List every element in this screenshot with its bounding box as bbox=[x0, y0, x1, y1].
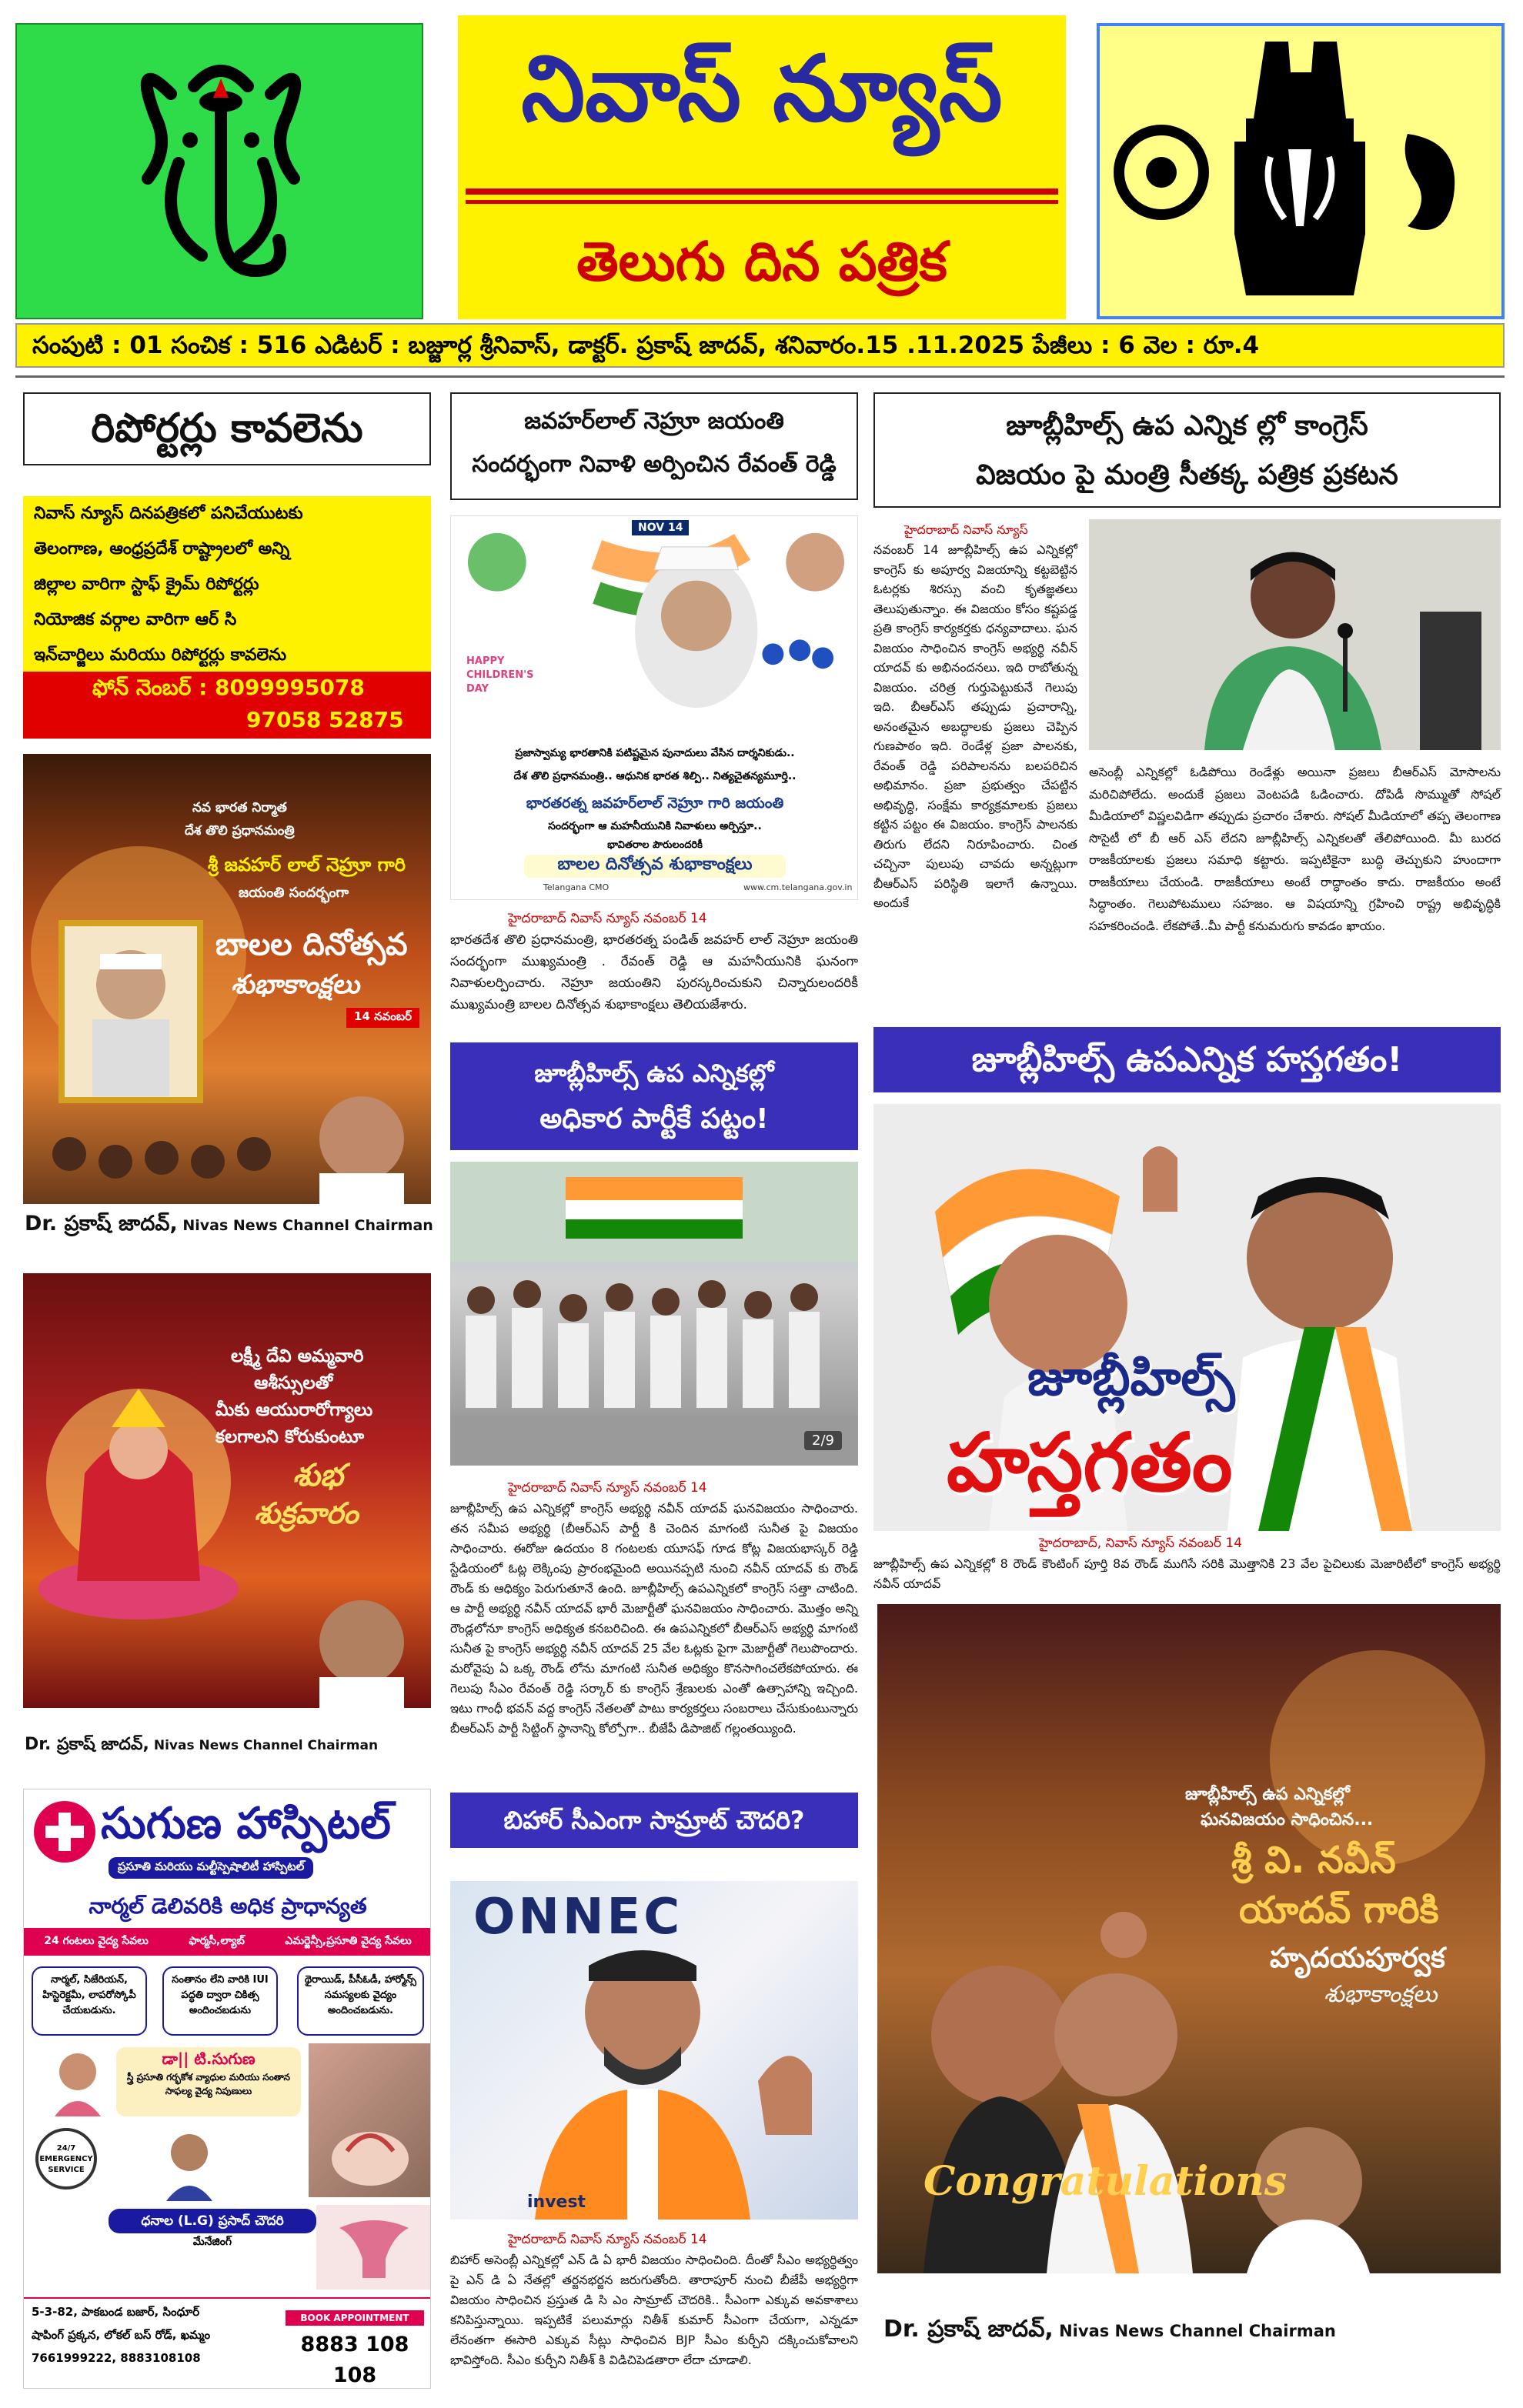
hospital-header bbox=[24, 1789, 431, 1905]
uterus-graphic bbox=[316, 2205, 431, 2290]
hospital-phones: 7661999222, 8883108108 bbox=[32, 2351, 201, 2365]
doctor-photo-icon bbox=[47, 2047, 109, 2116]
reporters-heading: రిపోర్టర్లు కావలెను bbox=[23, 392, 431, 465]
chairman-caption: Dr. ప్రకాష్ జాదవ్, Nivas News Channel Chairman bbox=[25, 1735, 379, 1754]
nehru-greeting-ad bbox=[23, 754, 431, 1204]
reporters-line: నివాస్ న్యూస్ దినపత్రికలో పనిచేయుటకు bbox=[34, 504, 303, 523]
lakshmi-greeting2: శుక్రవారం bbox=[254, 1496, 359, 1530]
reporters-line: తెలంగాణ, ఆంధ్రప్రదేశ్ రాష్ట్రాలలో అన్ని bbox=[34, 539, 290, 559]
surgery-photo-art-icon bbox=[309, 2043, 431, 2197]
congrats-line2: ఘనవిజయం సాధించిన... bbox=[1201, 1810, 1374, 1829]
poster-footer: Telangana CMO bbox=[543, 882, 610, 892]
poster-line: దేశ తొలి ప్రధానమంత్రి.. ఆధునిక భారత శిల్పి.. నిత్యచైతన్యమూర్తి.. bbox=[513, 770, 797, 782]
poster-line: భారతరత్న జవహర్‌లాల్ నెహ్రూ గారి జయంతి bbox=[526, 795, 784, 812]
hospital-address2: షాపింగ్ ప్రక్కన, లోకల్ బస్ రోడ్, ఖమ్మం bbox=[32, 2328, 211, 2342]
uterus-icon bbox=[316, 2205, 431, 2290]
reporters-phone-box bbox=[23, 672, 431, 739]
poster-line: సందర్భంగా ఆ మహనీయునికి నివాళులు అర్పిస్తూ.. bbox=[548, 820, 762, 832]
jubilee-photo-title2: హస్తగతం bbox=[947, 1416, 1233, 1509]
event-banner-text: ONNEC bbox=[473, 1889, 683, 1946]
nehru-ad-date-badge: 14 నవంబర్ bbox=[346, 1008, 419, 1028]
hospital-bubble: థైరాయిడ్, పీసీఓడీ, హార్మోన్స్ సమస్యలకు వైద్యం అందించబడును. bbox=[297, 1966, 424, 2036]
nehru-ad-line2: దేశ తొలి ప్రధానమంత్రి bbox=[185, 823, 295, 839]
masthead bbox=[0, 0, 1523, 362]
jubilee-captured-dateline: హైదరాబాద్, నివాస్ న్యూస్ నవంబర్ 14 bbox=[1039, 1536, 1243, 1551]
jubilee-photo-title1: జూబ్లీహిల్స్ bbox=[1027, 1350, 1235, 1407]
hospital-services-bar bbox=[24, 1928, 431, 1956]
emergency-badge: 24/7 EMERGENCY SERVICE bbox=[35, 2128, 97, 2190]
issue-info-bar bbox=[15, 323, 1505, 368]
jubilee-power-headline: జూబ్లీహిల్స్ ఉప ఎన్నికల్లో అధికార పార్టీకే పట్టం! bbox=[450, 1042, 858, 1150]
lakshmi-line: లక్ష్మీ దేవి అమ్మవారి bbox=[231, 1346, 364, 1366]
congrats-line4: శుభాకాంక్షలు bbox=[1324, 1981, 1438, 2008]
reporters-ad-box bbox=[23, 496, 431, 739]
chairman-caption: Dr. ప్రకాష్ జాదవ్, Nivas News Channel Chairman bbox=[883, 2316, 1336, 2343]
nehru-article-body: భారతదేశ తొలి ప్రధానమంత్రి, భారతరత్న పండిత్ జవహర్ లాల్ నెహ్రూ జయంతి సందర్భంగా ముఖ్యమంత్రి . రేవంత్ రెడ్డి ఆ మహనీయునికి ఘనంగా నివాళులర్పించారు. నెహ్రూ జయంతిని పురస్కరించుకుని చిన్నారులందరికీ ముఖ్యమంత్రి బాలల దినోత్సవ శుభాకాంక్షలు తెలియజేశారు. bbox=[450, 932, 858, 1012]
bihar-body: బిహార్ అసెంబ్లీ ఎన్నికల్లో ఎన్ డి ఏ భారీ విజయం సాధించింది. దీంతో సీఎం అభ్యర్థిత్వం పై ఎన్ డి ఏ నేతల్లో తర్జనభర్జన జరుగుతోంది. తారాపూర్ నుంచి బీజేపీ అభ్యర్థిగా విజయం సాధించిన ప్రస్తుత డి సి ఎం సామ్రాట్ చౌదరికి.. సీఎంగా ఎక్కువ అవకాశాలు కనిపిస్తున్నాయి. ఇప్పటికే పలుమార్లు నితీశ్ కుమార్ సీఎంగా చేయగా, ఎన్నడూ లేనంతగా ఈసారి ఎక్కువ సీట్లు సాధించిన BJP సీఎం కుర్చీని దక్కించుకోవాలని భావిస్తోంది. సీఎం కుర్చీని నితీశ్ కి విడిచిపెడతారా లేదా చూడాలి. bbox=[450, 2253, 858, 2367]
reporters-phone-1: ఫోన్ నెంబర్ : 8099995078 bbox=[92, 675, 365, 700]
newspaper-subtitle: తెలుగు దిన పత్రిక bbox=[576, 230, 947, 293]
reporters-line: ఇన్‌చార్జిలు మరియు రిపోర్టర్లు కావలెను bbox=[34, 645, 287, 665]
hospital-priority: నార్మల్ డెలివరికి అధిక ప్రాధాన్యత bbox=[89, 1893, 367, 1919]
celebration-photo-art-icon bbox=[450, 1162, 858, 1466]
nehru-article-dateline: హైదరాబాద్ నివాస్ న్యూస్ నవంబర్ 14 bbox=[508, 911, 707, 926]
jubilee-captured-body: జూబ్లీహిల్స్ ఉప ఎన్నికల్లో 8 రౌండ్ కౌంటింగ్ పూర్తి 8వ రౌండ్ ముగిసే సరికి మొత్తానికి 23 వేల పైచిలుకు మెజారిటీలో కాంగ్రెస్ అభ్యర్థి నవీన్ యాదవ్ bbox=[873, 1556, 1501, 1591]
hospital-footer bbox=[24, 2297, 431, 2389]
jubilee-power-dateline: హైదరాబాద్ నివాస్ న్యూస్ నవంబర్ 14 bbox=[508, 1480, 707, 1496]
celebration-photo bbox=[450, 1162, 858, 1466]
surgery-photo bbox=[309, 2043, 431, 2197]
bihar-headline: బిహార్ సీఎంగా సామ్రాట్ చౌదరి? bbox=[450, 1793, 858, 1848]
poster-greeting: బాలల దినోత్సవ శుభాకాంక్షలు bbox=[524, 855, 786, 878]
reporters-line: జిల్లాల వారిగా స్టాఫ్ క్రైమ్ రిపోర్టర్లు bbox=[34, 575, 259, 594]
hospital-tagline: ప్రసూతి మరియు మల్టీస్పెషాలిటీ హాస్పిటల్ bbox=[109, 1857, 313, 1879]
lakshmi-greeting: శుభ bbox=[292, 1458, 343, 1493]
congrats-line1: జూబ్లీహిల్స్ ఉప ఎన్నికల్లో bbox=[1185, 1785, 1350, 1804]
hospital-service: ఫార్మసీ,ల్యాబ్ bbox=[189, 1934, 245, 1947]
seethakka-headline: జూబ్లీహిల్స్ ఉప ఎన్నిక ల్లో కాంగ్రెస్ విజయం పై మంత్రి సీతక్క పత్రిక ప్రకటన bbox=[873, 392, 1501, 508]
masthead-divider bbox=[15, 375, 1505, 378]
lakshmi-line: మీకు ఆయురారోగ్యాలు bbox=[215, 1400, 373, 1420]
title-panel bbox=[458, 15, 1066, 319]
seethakka-photo-art-icon bbox=[1089, 519, 1501, 750]
reporters-phone-2: 97058 52875 bbox=[246, 707, 404, 732]
lakshmi-line: కలగాలని కోరుకుంటూ bbox=[215, 1427, 365, 1447]
nehru-ad-line1: నవ భారత నిర్మాత bbox=[192, 800, 287, 815]
manager-title: మేనేజింగ్ bbox=[192, 2236, 232, 2248]
poster-happy-childrens-day: HAPPY CHILDREN'S DAY bbox=[466, 655, 534, 695]
doctor-title: స్త్రీ ప్రసూతి గర్భకోశ వ్యాధుల మరియు సంతాన సాఫల్య వైద్య నిపుణులు bbox=[127, 2072, 290, 2096]
title-rule-bottom bbox=[466, 200, 1058, 204]
hospital-service: 24 గంటలు వైద్య సేవలు bbox=[44, 1934, 149, 1947]
title-rule-top bbox=[466, 188, 1058, 195]
doctor-name: డా|| టి.సుగుణ bbox=[162, 2049, 256, 2068]
doctor-name-box bbox=[116, 2047, 301, 2116]
lakshmi-greeting-ad bbox=[23, 1273, 431, 1708]
nehru-ad-greeting: బాలల దినోత్సవ bbox=[215, 927, 408, 962]
hospital-logo-icon bbox=[30, 1797, 99, 1866]
venkateswara-namam-icon bbox=[1100, 26, 1501, 316]
tirupati-panel bbox=[1097, 23, 1505, 319]
poster-site: www.cm.telangana.gov.in bbox=[743, 882, 853, 892]
hospital-bubble: సంతానం లేని వారికి IUI పద్ధతి ద్వారా చికిత్స అందించబడును bbox=[162, 1966, 278, 2036]
nehru-ad-art-icon bbox=[23, 754, 431, 1204]
nehru-ad-name: శ్రీ జవహర్ లాల్ నెహ్రూ గారి bbox=[208, 854, 406, 875]
hospital-ad bbox=[23, 1789, 431, 2389]
jubilee-captured-headline: జూబ్లీహిల్స్ ఉపఎన్నిక హస్తగతం! bbox=[873, 1027, 1501, 1092]
nehru-ad-greeting2: శుభాకాంక్షలు bbox=[231, 969, 360, 1000]
nehru-ad-jayanti: జయంతి సందర్భంగా bbox=[239, 885, 349, 901]
issue-info-text: సంపుటి : 01 సంచిక : 516 ఎడిటర్ : బజ్జూర్ల శ్రీనివాస్, డాక్టర్. ప్రకాష్ జాదవ్, శనివారం.15 .11.2025 పేజీలు : 6 వెల : రూ.4 bbox=[32, 332, 1260, 359]
event-banner-text2: invest bbox=[527, 2193, 586, 2212]
reporters-line: నియోజిక వర్గాల వారిగా ఆర్ సి bbox=[34, 610, 237, 629]
congrats-line3: హృదయపూర్వక bbox=[1270, 1943, 1445, 1974]
hospital-name: సుగుణ హాస్పిటల్ bbox=[101, 1799, 391, 1849]
nehru-cmo-poster bbox=[450, 515, 858, 900]
poster-line: భావితరాల పౌరులందరికీ bbox=[607, 839, 703, 851]
newspaper-title: నివాస్ న్యూస్ bbox=[521, 35, 1003, 142]
lakshmi-ad-art-icon bbox=[23, 1273, 431, 1708]
lakshmi-line: ఆశీస్సులతో bbox=[254, 1373, 333, 1393]
book-appointment-label: BOOK APPOINTMENT bbox=[286, 2310, 424, 2326]
seethakka-dateline: హైదరాబాద్ నివాస్ న్యూస్ bbox=[904, 522, 1028, 537]
manager-photo-icon bbox=[159, 2128, 220, 2201]
bihar-dateline: హైదరాబాద్ నివాస్ న్యూస్ నవంబర్ 14 bbox=[508, 2232, 707, 2247]
samrat-chaudhary-photo bbox=[450, 1881, 858, 2220]
congrats-name1: శ్రీ వి. నవీన్ bbox=[1231, 1839, 1396, 1882]
nehru-article-headline: జవహర్‌లాల్ నెహ్రూ జయంతి సందర్భంగా నివాళి అర్పించిన రేవంత్ రెడ్డి bbox=[450, 392, 858, 500]
manager-name: ధనాల (L.G) ప్రసాద్ చౌదరి bbox=[109, 2209, 316, 2233]
ganesha-panel bbox=[15, 23, 423, 319]
hospital-service: ఎమర్జెన్సీ,ప్రసూతి వైద్య సేవలు bbox=[285, 1934, 412, 1947]
poster-line: ప్రజాస్వామ్య భారతానికి పటిష్టమైన పునాదులు వేసిన దార్శనికుడు.. bbox=[515, 747, 795, 759]
ganesha-logo-icon bbox=[17, 25, 425, 321]
jubilee-captured-photo bbox=[873, 1104, 1501, 1531]
congrats-script: Congratulations bbox=[923, 2158, 1288, 2205]
seethakka-full-text: అసెంబ్లీ ఎన్నికల్లో ఓడిపోయి రెండేళ్లు అయినా ప్రజలు బీఆర్ఎస్ మోసాలను మరిచిపోలేదు. అందుకే ప్రజలు వెంటపడి ఓడించారు. దోపిడీ సొమ్ముతో సోషల్ మీడియాలో విష్ణలవిడిగా తప్పుడు ప్రచారం చేశారు. సోషల్ మీడియాలో తప్ప తెలంగాణ సొసైటీ లో బీ ఆర్ ఎస్ లేదని జూబ్లీహిల్స్ ఎన్నికలతో తేలిపోయింది. మీ బురద రాజకీయాలకు ప్రజలు సమాధి కట్టారు. ఇప్పటికైనా బుద్ధి తెచ్చుకుని హుందాగా రాజకీయాలు చేయండి. రాజకీయాలు అంటే రాద్ధాంతం కాదు. రాజకీయం అంటే సిద్ధాంతం. గెలుపోటములు సహజం. ఆ విషయాన్ని గ్రహించి రాష్ట్ర అభివృద్ధికి సహకరించండి. లేకపోతే..మీ పార్టీ కనుమరుగు కావడం ఖాయం. bbox=[1089, 765, 1501, 933]
seethakka-column-text: నవంబర్ 14 జూబ్లీహిల్స్ ఉప ఎన్నికల్లో కాంగ్రెస్ కు అపూర్వ విజయాన్ని కట్టబెట్టిన ఓటర్లకు శిరస్సు వంచి కృతజ్ఞతలు తెలుపుతున్నాం. ఈ విజయం కోసం కష్టపడ్డ ప్రతి కాంగ్రెస్ కార్యకర్తకు ధన్యవాదాలు. ఘన విజయం సాధించిన కాంగ్రెస్ అభ్యర్థి నవీన్ యాదవ్ కు అభినందనలు. ఇది రాబోతున్న విజయం. చరిత్ర గుర్తుపెట్టుకునే గెలుపు ఇది. బీఆర్ఎస్ తప్పుడు ప్రచారాన్ని, అనంతమైన అబద్ధాలకు ప్రజలు చెప్పిన గుణపాఠం ఇది. రెండేళ్ల ప్రజా పాలనకు, రేవంత్ రెడ్డి పరిపాలనను బలపరిచిన అభిమానం. ప్రజా ప్రభుత్వం చేపట్టిన అభివృద్ధి, సంక్షేమ కార్యక్రమాలకు ప్రజలు కట్టిన పట్టం ఈ విజయం. కాంగ్రెస్ పాలనకు తిరుగు లేదని నిరూపించారు. చింత చచ్చినా పులుపు చావదు అన్నట్లుగా బీఆర్ఎస్ పరిస్థితి ఇలాగే ఉన్నాయి. అందుకే bbox=[873, 542, 1077, 910]
poster-nov-badge: NOV 14 bbox=[632, 520, 689, 535]
photo-counter: 2/9 bbox=[804, 1431, 842, 1450]
congratulations-ad bbox=[877, 1604, 1501, 2273]
hospital-bubble: నార్మల్, సిజేరియన్, హిస్టెరెక్టమీ, లాపరోస్కోపీ చేయబడును. bbox=[32, 1966, 147, 2036]
book-appointment-number: 8883 108 108 bbox=[300, 2333, 409, 2387]
congrats-name2: యాదవ్ గారికి bbox=[1239, 1889, 1439, 1932]
chairman-caption: Dr. ప్రకాష్ జాదవ్, Nivas News Channel Chairman bbox=[25, 1212, 433, 1236]
jubilee-power-body: జూబ్లీహిల్స్ ఉప ఎన్నికల్లో కాంగ్రెస్ అభ్యర్థి నవీన్ యాదవ్ ఘనవిజయం సాధించారు. తన సమీప అభ్యర్థి (బీఆర్ఎస్ పార్టీ కి చెందిన మాగంటి సునీత పై విజయం సాధించారు. ఈరోజు ఉదయం 8 గంటలకు యూసఫ్ గూడ కోట్ల విజయభాస్కర్ రెడ్డి స్టేడియంలో ఓట్ల లెక్కింపు ప్రారంభమైంది అయినప్పటి నుంచి నవీన్ యాదవ్ కు రౌండ్ రౌండ్ కు ఆధిక్యం పెరుగుతూనే ఉంది. జూబ్లీహిల్స్ ఉపఎన్నికలో కాంగ్రెస్ సత్తా చాటింది. ఆ పార్టీ అభ్యర్థి నవీన్ యాదవ్ భారీ మెజార్టీతో ఘనవిజయం సాధించారు. మొత్తం అన్ని రౌండ్లలోనూ కాంగ్రెస్ అధిక్యత కనబరిచింది. ఈ ఉపఎన్నికలో బీఆర్ఎస్ అభ్యర్థి మాగంటి సునీత పై కాంగ్రెస్ అభ్యర్థి నవీన్ యాదవ్ 25 వేల ఓట్లకు పైగా మెజార్టీతో గెలుపొందారు. మరోవైపు ఏ ఒక్క రౌండ్ లోను మాగంటి సునీత అధిక్యం కొనసాగించలేకపోయారు. ఈ గెలుపు సీఎం రేవంత్ రెడ్డి సర్కార్ కు కాంగ్రెస్ శ్రేణులకు ఎంతో ఉత్సాహాన్ని ఇచ్చింది. ఇటు గాంధీ భవన్ వద్ద కాంగ్రెస్ నేతలతో పాటు కార్యకర్తలు సంబరాలు చేసుకుంటున్నారు బీఆర్ఎస్ పార్టీ సిట్టింగ్ స్థానాన్ని కోల్పోగా.. బీజేపీ డిపాజిట్ గల్లంతయ్యింది. bbox=[450, 1501, 858, 1736]
hospital-address: 5-3-82, పాకబండ బజార్, సింధూర్ bbox=[32, 2305, 200, 2319]
seethakka-photo bbox=[1089, 519, 1501, 750]
